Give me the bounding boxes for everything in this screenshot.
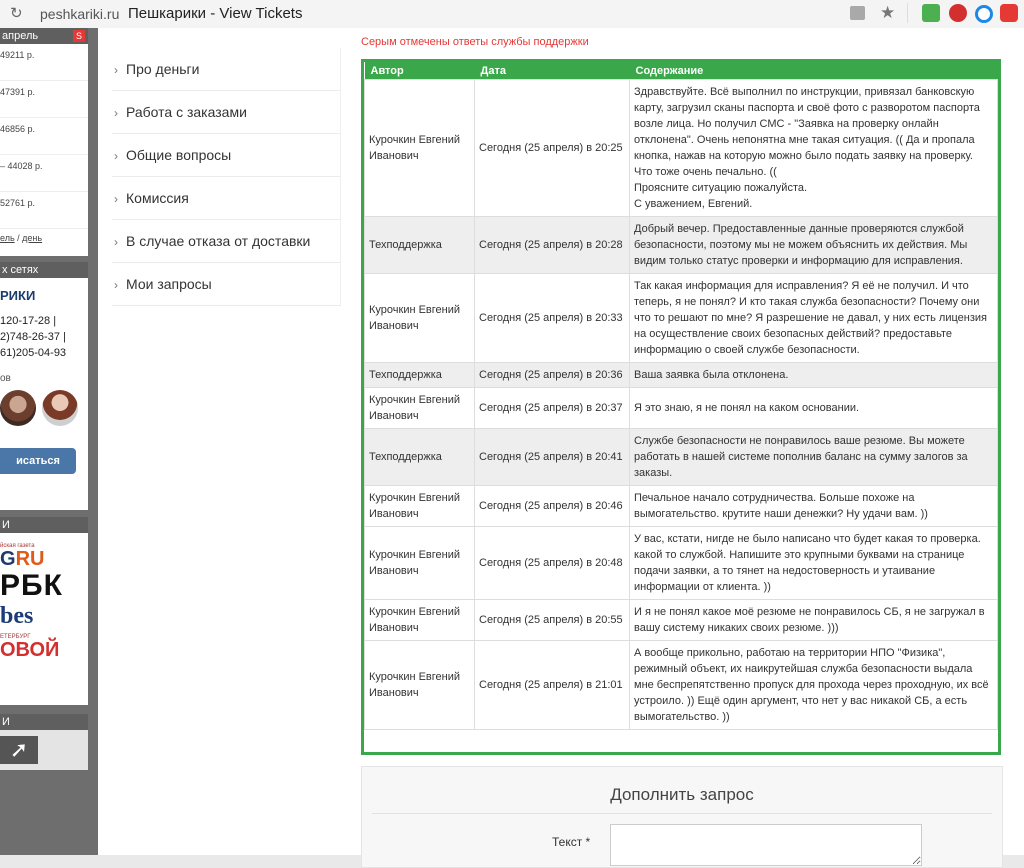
phone-number: 120-17-28 | [0, 315, 57, 327]
category-item[interactable] [112, 177, 340, 220]
cell-content: Так какая информация для исправления? Я её не получил. И что теперь, я не понял? И кто такая служба безопасности? Почему они что то решают по мне? Я разрешение не давал, у них есть лицензия на осуществление своих безопасных действий? предоставьте информацию о своей службе безопасности. [630, 274, 998, 363]
cell-content: У вас, кстати, нигде не было написано что будет какая то проверка. какой то службой. Напишите это крупными буквами на странице подачи заявки, а то тянет на недостоверность и утаивание информации от клиента. )) [630, 527, 998, 600]
calendar-badge[interactable]: S [73, 30, 85, 42]
mg-tagline: йская газета [0, 543, 35, 549]
followers-label: ов [0, 373, 11, 384]
table-row [365, 363, 998, 388]
phone-number: 61)205-04-93 [0, 347, 67, 359]
category-item[interactable] [112, 263, 340, 306]
price-item: 47391 р. [0, 81, 88, 118]
social-header: х сетях [0, 262, 88, 278]
period-link-month[interactable]: ель [0, 233, 15, 243]
nov-logo-text: ОВОЙ [0, 639, 60, 661]
toolbar-divider [907, 3, 908, 23]
browser-toolbar [0, 0, 1024, 29]
page-title: Пешкарики - View Tickets [128, 5, 303, 22]
lock-icon[interactable] [850, 6, 865, 20]
price-item: – 44028 р. [0, 155, 88, 192]
add-request-form [361, 766, 1003, 868]
bottom-header: И [0, 714, 88, 730]
table-row [365, 429, 998, 486]
address-domain[interactable]: peshkariki.ru [40, 6, 120, 22]
cell-content: Печальное начало сотрудничества. Больше похоже на вымогательство. крутите наши денежки? Ну удачи вам. )) [630, 486, 998, 527]
left-sidebar [0, 28, 98, 855]
tickets-table [361, 59, 1001, 755]
media-header: И [0, 517, 88, 533]
avatar[interactable] [0, 390, 36, 426]
text-field-label: Текст * [552, 835, 591, 849]
bottom-widget [0, 714, 88, 770]
category-label: Мои запросы [126, 276, 212, 292]
category-label: В случае отказа от доставки [126, 233, 311, 249]
calendar-month: апрель [2, 30, 39, 42]
form-title: Дополнить запрос [372, 767, 992, 814]
category-nav [112, 48, 341, 306]
external-link-icon[interactable]: ➚ [0, 736, 38, 764]
media-logo-mg[interactable] [0, 533, 88, 569]
cell-date: Сегодня (25 апреля) в 20:25 [475, 80, 630, 217]
cell-author: Техподдержка [365, 217, 475, 274]
period-separator: / [14, 233, 23, 243]
chevron-right-icon: › [114, 149, 118, 163]
cell-author: Курочкин Евгений Иванович [365, 527, 475, 600]
mg-logo-accent: RU [15, 548, 45, 570]
star-icon[interactable]: ★ [880, 3, 896, 22]
category-label: Про деньги [126, 61, 200, 77]
price-list [0, 44, 88, 229]
cell-author: Курочкин Евгений Иванович [365, 274, 475, 363]
phone-list [0, 313, 88, 361]
social-widget [0, 262, 88, 510]
table-header-row [365, 62, 998, 80]
price-item: 49211 р. [0, 44, 88, 81]
calendar-widget [0, 28, 88, 256]
nov-tagline: ЕТЕРБУРГ [0, 634, 31, 640]
media-logo-nov[interactable] [0, 634, 88, 660]
chevron-right-icon: › [114, 106, 118, 120]
followers-avatars [0, 390, 88, 430]
vpn-extension-icon[interactable] [975, 5, 993, 23]
cell-author: Техподдержка [365, 363, 475, 388]
download-extension-icon[interactable] [922, 4, 940, 22]
cell-date: Сегодня (25 апреля) в 20:36 [475, 363, 630, 388]
reload-icon[interactable]: ↻ [10, 5, 23, 22]
chevron-right-icon: › [114, 63, 118, 77]
category-item[interactable] [112, 91, 340, 134]
lastpass-icon[interactable] [1000, 4, 1018, 22]
table-row [365, 217, 998, 274]
phone-number: 2)748-26-37 | [0, 331, 66, 343]
subscribe-button[interactable]: исаться [0, 448, 76, 474]
chevron-right-icon: › [114, 235, 118, 249]
cell-content: Службе безопасности не понравилось ваше резюме. Вы можете работать в нашей системе пополнив баланс на сумму залогов за заказы. [630, 429, 998, 486]
period-links [0, 229, 88, 243]
cell-date: Сегодня (25 апреля) в 20:46 [475, 486, 630, 527]
media-widget [0, 517, 88, 705]
cell-date: Сегодня (25 апреля) в 21:01 [475, 641, 630, 730]
cell-content: Здравствуйте. Всё выполнил по инструкции, привязал банковскую карту, загрузил сканы паспорта и своё фото с разворотом паспорта возле лица. Но получил СМС - "Заявка на проверку онлайн отклонена". Очень непонятна мне такая ситуация. (( Да и пропала кнопка, нажав на которую можно было подать заявку на проверку. Что тоже очень печально. (( Проясните ситуацию пожалуйста. С уважением, Евгений. [630, 80, 998, 217]
column-date: Дата [475, 62, 630, 80]
price-item: 52761 р. [0, 192, 88, 229]
cell-content: Добрый вечер. Предоставленные данные проверяются службой безопасности, поэтому мы не можем объяснить их действия. Мы видим только статус проверки и информацию для исправления. [630, 217, 998, 274]
avatar[interactable] [42, 390, 78, 426]
cell-date: Сегодня (25 апреля) в 20:33 [475, 274, 630, 363]
category-label: Работа с заказами [126, 104, 247, 120]
column-author: Автор [365, 62, 475, 80]
cell-author: Курочкин Евгений Иванович [365, 486, 475, 527]
cell-author: Курочкин Евгений Иванович [365, 80, 475, 217]
calendar-header [0, 28, 88, 44]
price-item: 46856 р. [0, 118, 88, 155]
category-item[interactable] [112, 134, 340, 177]
cell-content: Я это знаю, я не понял на каком основании. [630, 388, 998, 429]
category-label: Общие вопросы [126, 147, 232, 163]
text-input[interactable] [610, 824, 922, 866]
cell-date: Сегодня (25 апреля) в 20:28 [475, 217, 630, 274]
cell-content: Ваша заявка была отклонена. [630, 363, 998, 388]
category-item[interactable] [112, 48, 340, 91]
table-row [365, 80, 998, 217]
cell-date: Сегодня (25 апреля) в 20:37 [475, 388, 630, 429]
cell-content: А вообще прикольно, работаю на территории НПО "Физика", режимный объект, их наикрутейшая служба безопасности выдала мне беспрепятственно пропуск для прохода через проходную, их всё устроило. )) Ещё один аргумент, что нет у вас никакой СБ, а есть вымогательство. )) [630, 641, 998, 730]
main-content [98, 28, 1024, 855]
table-row [365, 486, 998, 527]
media-logo-forbes[interactable]: bes [0, 603, 34, 629]
cell-date: Сегодня (25 апреля) в 20:55 [475, 600, 630, 641]
table-row [365, 641, 998, 730]
category-item[interactable] [112, 220, 340, 263]
cell-author: Курочкин Евгений Иванович [365, 600, 475, 641]
pinterest-icon[interactable] [949, 4, 967, 22]
brand-name: РИКИ [0, 288, 36, 303]
mg-logo-text: G [0, 548, 16, 570]
cell-date: Сегодня (25 апреля) в 20:41 [475, 429, 630, 486]
period-link-day[interactable]: день [22, 233, 43, 243]
cell-author: Техподдержка [365, 429, 475, 486]
cell-author: Курочкин Евгений Иванович [365, 641, 475, 730]
chevron-right-icon: › [114, 192, 118, 206]
table-row [365, 388, 998, 429]
table-row [365, 274, 998, 363]
column-content: Содержание [630, 62, 998, 80]
category-label: Комиссия [126, 190, 189, 206]
table-row [365, 600, 998, 641]
chevron-right-icon: › [114, 278, 118, 292]
cell-content: И я не понял какое моё резюме не понравилось СБ, я не загружал в вашу систему никаких своих резюме. ))) [630, 600, 998, 641]
media-logo-rbk[interactable]: РБК [0, 569, 63, 602]
table-row [365, 527, 998, 600]
support-legend-note: Серым отмечены ответы службы поддержки [361, 36, 589, 48]
cell-author: Курочкин Евгений Иванович [365, 388, 475, 429]
cell-date: Сегодня (25 апреля) в 20:48 [475, 527, 630, 600]
